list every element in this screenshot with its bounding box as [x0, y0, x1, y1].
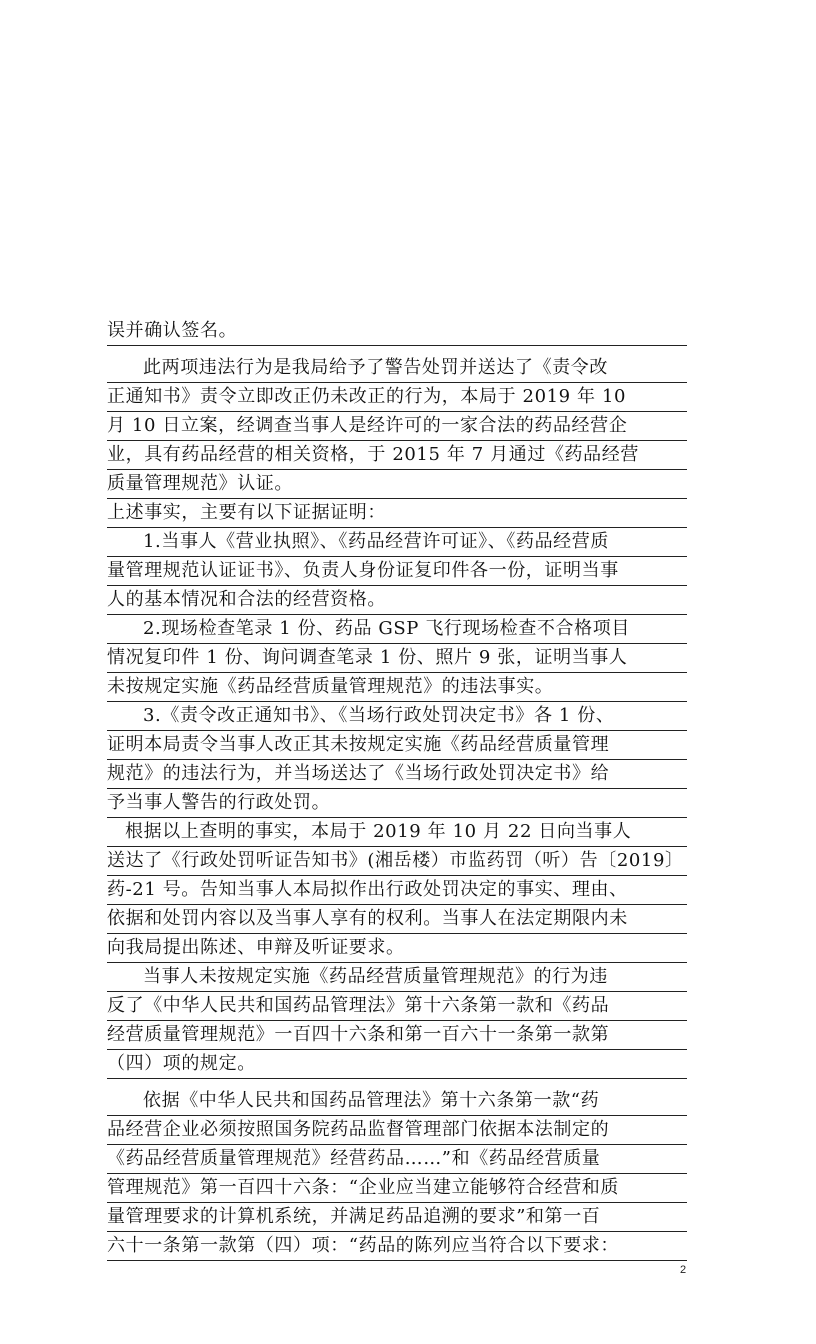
text-line: 误并确认签名。	[107, 317, 687, 346]
text-line: 月 10 日立案，经调查当事人是经许可的一家合法的药品经营企	[107, 412, 687, 441]
text-line: 六十一条第一款第（四）项：“药品的陈列应当符合以下要求：	[107, 1232, 687, 1261]
page-number: 2	[680, 1264, 687, 1276]
text-line: 品经营企业必须按照国务院药品监督管理部门依据本法制定的	[107, 1116, 687, 1145]
text-line: 2.现场检查笔录 1 份、药品 GSP 飞行现场检查不合格项目	[107, 615, 687, 644]
text-line: 此两项违法行为是我局给予了警告处罚并送达了《责令改	[107, 354, 687, 383]
text-line: 规范》的违法行为，并当场送达了《当场行政处罚决定书》给	[107, 760, 687, 789]
text-line: 证明本局责令当事人改正其未按规定实施《药品经营质量管理	[107, 731, 687, 760]
text-line: 依据和处罚内容以及当事人享有的权利。当事人在法定期限内未	[107, 905, 687, 934]
text-line: 予当事人警告的行政处罚。	[107, 789, 687, 818]
text-line: 药-21 号。告知当事人本局拟作出行政处罚决定的事实、理由、	[107, 876, 687, 905]
text-line: 人的基本情况和合法的经营资格。	[107, 586, 687, 615]
body-text	[107, 317, 687, 1261]
text-line: 正通知书》责令立即改正仍未改正的行为，本局于 2019 年 10	[107, 383, 687, 412]
text-line: 《药品经营质量管理规范》经营药品……”和《药品经营质量	[107, 1145, 687, 1174]
text-line: 3.《责令改正通知书》、《当场行政处罚决定书》各 1 份、	[107, 702, 687, 731]
text-line: 未按规定实施《药品经营质量管理规范》的违法事实。	[107, 673, 687, 702]
text-line: 根据以上查明的事实，本局于 2019 年 10 月 22 日向当事人	[107, 818, 687, 847]
text-line: 当事人未按规定实施《药品经营质量管理规范》的行为违	[107, 963, 687, 992]
text-line: 反了《中华人民共和国药品管理法》第十六条第一款和《药品	[107, 992, 687, 1021]
text-line: 依据《中华人民共和国药品管理法》第十六条第一款“药	[107, 1087, 687, 1116]
text-line: 管理规范》第一百四十六条：“企业应当建立能够符合经营和质	[107, 1174, 687, 1203]
text-line: 上述事实，主要有以下证据证明：	[107, 499, 687, 528]
text-line: 向我局提出陈述、申辩及听证要求。	[107, 934, 687, 963]
text-line: 1.当事人《营业执照》、《药品经营许可证》、《药品经营质	[107, 528, 687, 557]
text-line: 经营质量管理规范》一百四十六条和第一百六十一条第一款第	[107, 1021, 687, 1050]
text-line: （四）项的规定。	[107, 1050, 687, 1079]
text-line: 量管理要求的计算机系统，并满足药品追溯的要求”和第一百	[107, 1203, 687, 1232]
text-line: 送达了《行政处罚听证告知书》(湘岳楼）市监药罚（听）告〔2019〕	[107, 847, 687, 876]
text-line: 质量管理规范》认证。	[107, 470, 687, 499]
text-line: 业，具有药品经营的相关资格，于 2015 年 7 月通过《药品经营	[107, 441, 687, 470]
text-line: 情况复印件 1 份、询问调查笔录 1 份、照片 9 张，证明当事人	[107, 644, 687, 673]
text-line: 量管理规范认证证书》、负责人身份证复印件各一份，证明当事	[107, 557, 687, 586]
